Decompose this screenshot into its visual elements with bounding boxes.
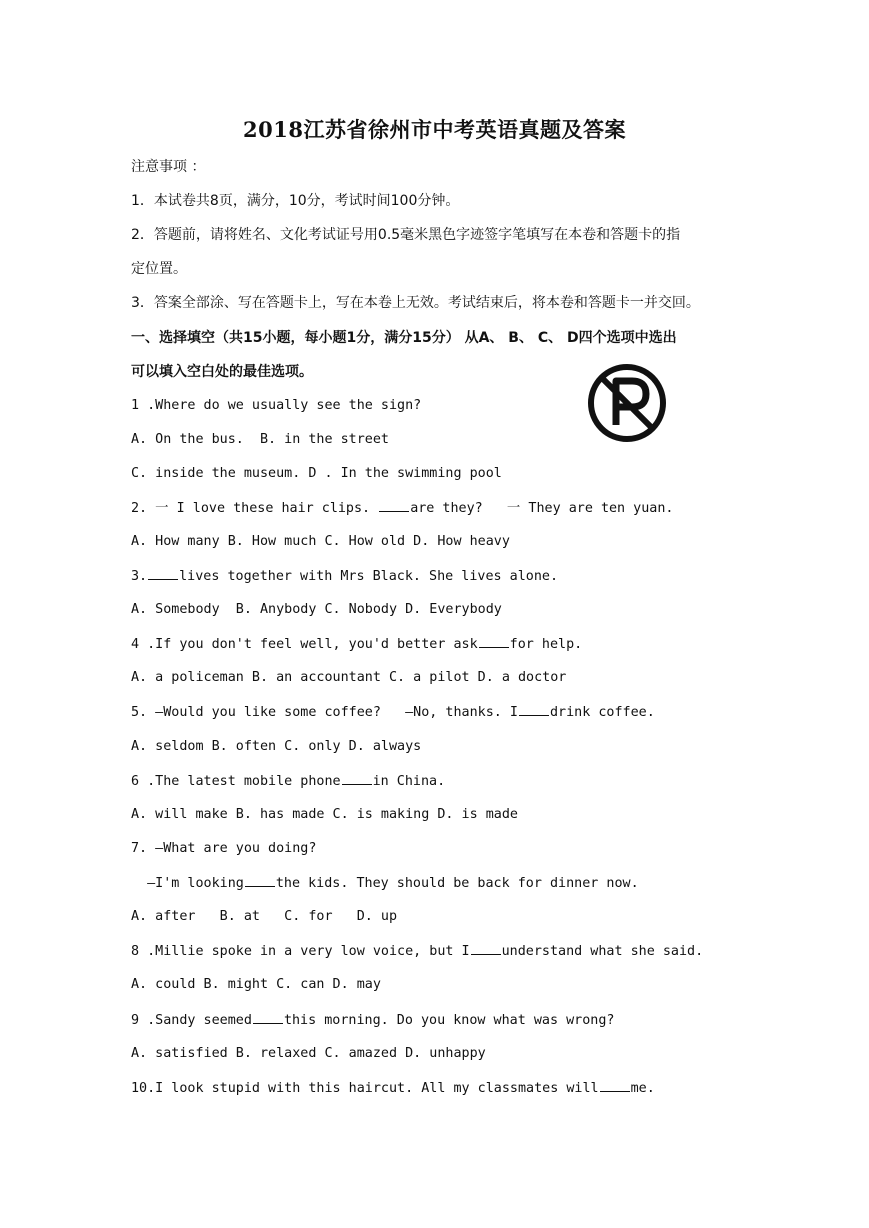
question-2-text-a: 2. 一 I love these hair clips. [131, 501, 379, 516]
question-8-text-a: 8 .Millie spoke in a very low voice, but I [131, 944, 470, 959]
question-9-options: A. satisfied B. relaxed C. amazed D. unhappy [131, 1046, 486, 1061]
question-9-text-b: this morning. Do you know what was wrong? [283, 1013, 615, 1028]
notice-item-2: 2．答题前，请将姓名、文化考试证号用0.5毫米黑色字迹签字笔填写在本卷和答题卡的指 [131, 227, 681, 243]
question-10-text-a: 10.I look stupid with this haircut. All my classmates will [131, 1081, 599, 1096]
answer-blank [479, 634, 509, 648]
answer-blank [519, 702, 549, 716]
question-5-text-a: 5. —Would you like some coffee? —No, thanks. I [131, 705, 518, 720]
answer-blank [148, 566, 178, 580]
question-10 [131, 1078, 655, 1099]
answer-blank [253, 1010, 283, 1024]
question-8-text-b: understand what she said. [501, 944, 704, 959]
question-4-options: A. a policeman B. an accountant C. a pilot D. a doctor [131, 670, 567, 685]
question-2-options: A. How many B. How much C. How old D. How heavy [131, 534, 510, 549]
question-2 [131, 498, 674, 519]
page-title: 2018江苏省徐州市中考英语真题及答案 [243, 117, 626, 142]
question-10-text-b: me. [630, 1081, 655, 1096]
notice-item-3: 3．答案全部涂、写在答题卡上，写在本卷上无效。考试结束后，将本卷和答题卡一并交回。 [131, 295, 700, 311]
question-9-text-a: 9 .Sandy seemed [131, 1013, 252, 1028]
question-9 [131, 1010, 614, 1031]
question-3-text-b: lives together with Mrs Black. She lives alone. [179, 569, 559, 584]
notice-heading: 注意事项 ： [131, 159, 206, 175]
no-parking-sign-icon [586, 363, 668, 443]
notice-item-2-cont: 定位置。 [131, 261, 187, 277]
notice-item-1: 1．本试卷共8页，满分，10分，考试时间100分钟。 [131, 193, 460, 209]
question-6-options: A. will make B. has made C. is making D. is made [131, 807, 518, 822]
question-3-text-a: 3. [131, 569, 148, 584]
question-3-options: A. Somebody B. Anybody C. Nobody D. Everybody [131, 602, 502, 617]
question-2-text-b: are they? 一 They are ten yuan. [410, 501, 674, 516]
question-5 [131, 702, 655, 723]
answer-blank [245, 873, 275, 887]
question-7-cont [131, 873, 639, 894]
question-1-options-b: C. inside the museum. D . In the swimming pool [131, 466, 502, 481]
question-5-options: A. seldom B. often C. only D. always [131, 739, 422, 754]
question-8-options: A. could B. might C. can D. may [131, 977, 381, 992]
question-5-text-b: drink coffee. [549, 705, 655, 720]
question-6 [131, 771, 445, 792]
question-7-options: A. after B. at C. for D. up [131, 909, 398, 924]
section-heading: 一、选择填空（共15小题，每小题1分，满分15分） 从A、 B、 C、 D四个选项中选出 [131, 330, 677, 346]
answer-blank [600, 1078, 630, 1092]
question-6-text-a: 6 .The latest mobile phone [131, 774, 341, 789]
answer-blank [379, 498, 409, 512]
question-7-text-b: the kids. They should be back for dinner now. [275, 876, 639, 891]
answer-blank [342, 771, 372, 785]
question-4 [131, 634, 582, 655]
question-3 [131, 566, 558, 587]
question-6-text-b: in China. [372, 774, 446, 789]
question-1-options-a: A. On the bus. B. in the street [131, 432, 389, 447]
question-7-text-a: —I'm looking [131, 876, 244, 891]
question-4-text-b: for help. [509, 637, 583, 652]
section-heading-cont: 可以填入空白处的最佳选项。 [131, 364, 313, 380]
question-4-text-a: 4 .If you don't feel well, you'd better ask [131, 637, 478, 652]
question-8 [131, 941, 703, 962]
question-1: 1 .Where do we usually see the sign? [131, 398, 422, 413]
question-7: 7. —What are you doing? [131, 841, 317, 856]
answer-blank [471, 941, 501, 955]
